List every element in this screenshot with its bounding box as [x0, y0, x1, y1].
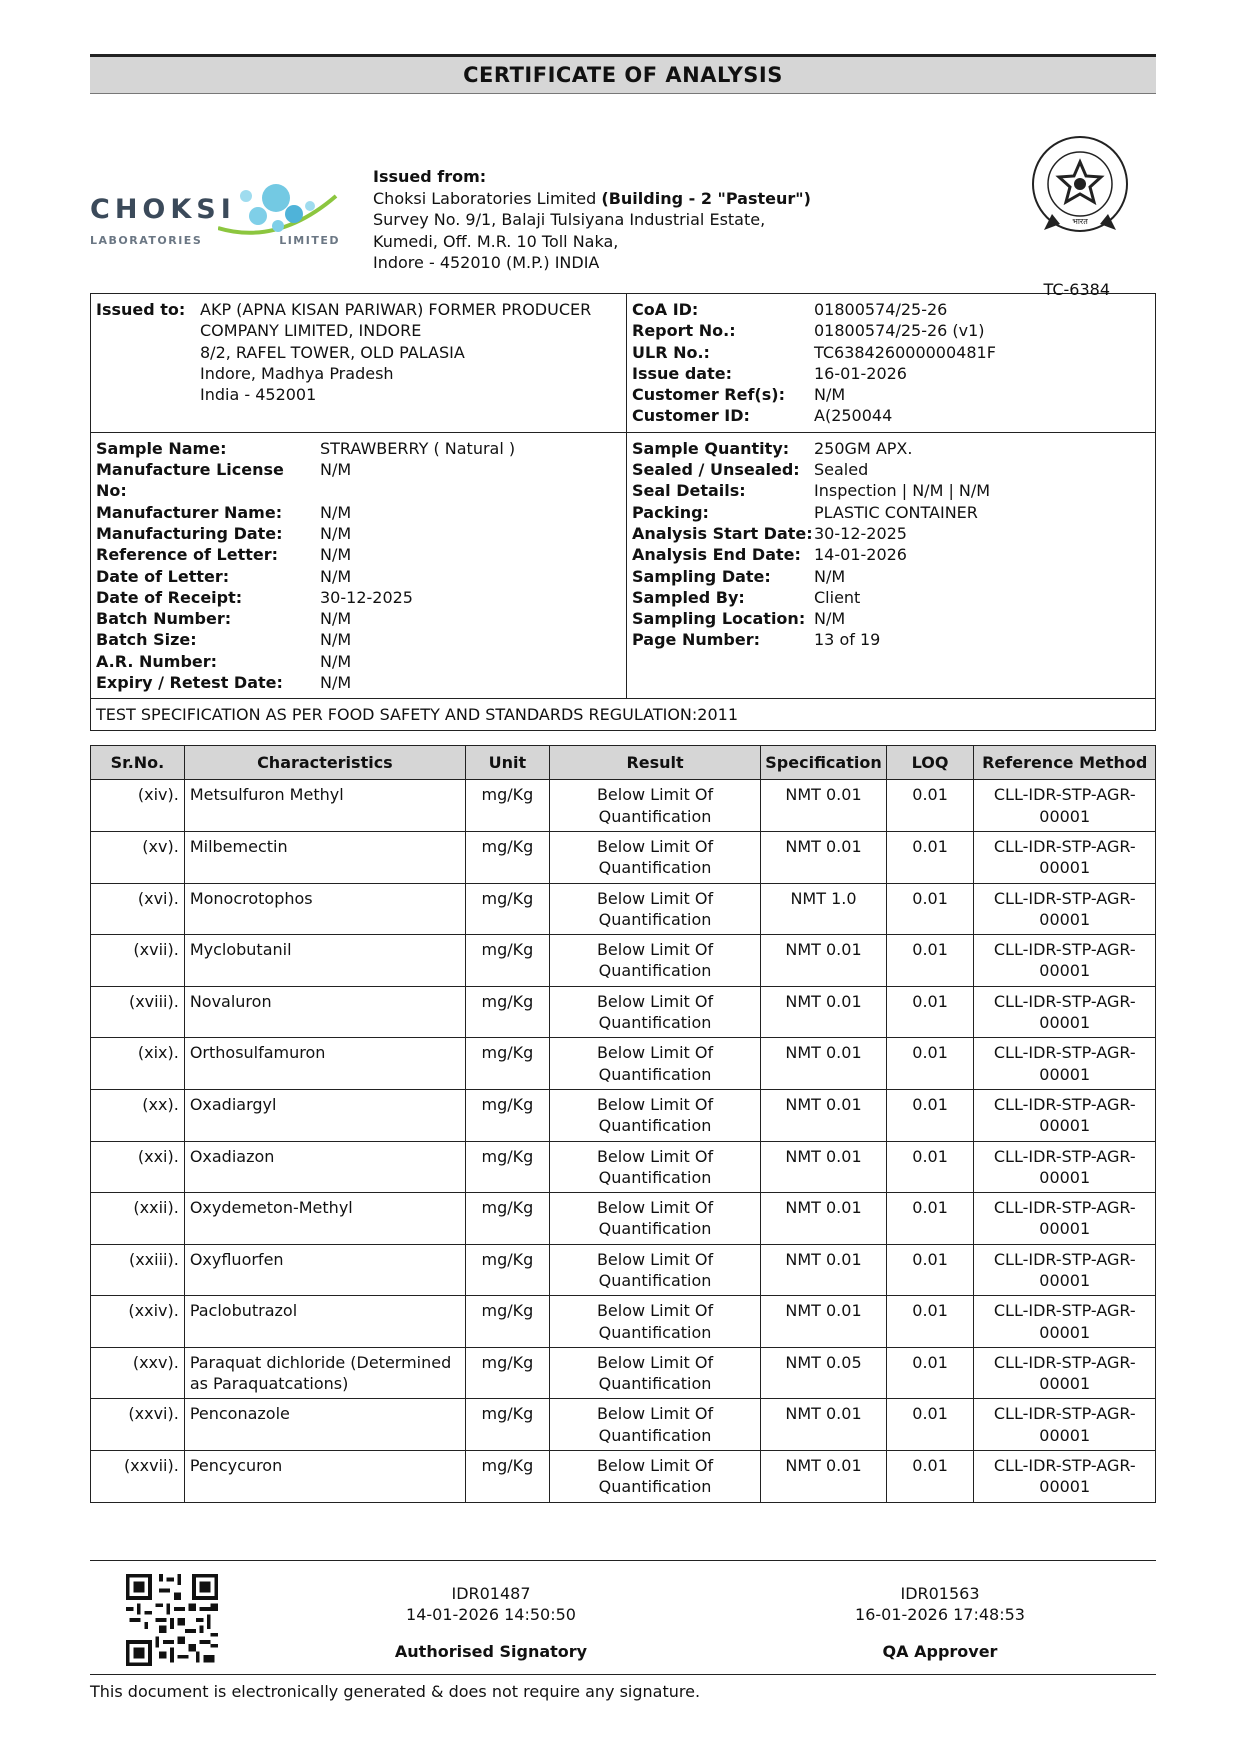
- field-label: Customer Ref(s):: [632, 385, 785, 405]
- field-value: N/M: [814, 566, 846, 586]
- serial-number-cell: (xx).: [91, 1089, 185, 1141]
- result-cell: Below Limit Of Quantification: [549, 1399, 760, 1451]
- column-header: Characteristics: [184, 746, 465, 780]
- loq-cell: 0.01: [886, 1244, 974, 1296]
- signatory-role: Authorised Signatory: [394, 1642, 588, 1661]
- signatory-id: IDR01563: [900, 1584, 980, 1603]
- loq-cell: 0.01: [886, 1193, 974, 1245]
- loq-cell: 0.01: [886, 780, 974, 832]
- field-value: N/M: [320, 502, 352, 522]
- field-value: N/M: [320, 609, 352, 629]
- report-id-row: [632, 342, 1150, 363]
- field-value: 16-01-2026: [814, 363, 907, 383]
- sample-row: [96, 672, 621, 693]
- sample-row: [96, 544, 621, 565]
- signatory-datetime: 16-01-2026 17:48:53: [855, 1605, 1025, 1624]
- result-cell: Below Limit Of Quantification: [549, 831, 760, 883]
- sample-details-left: [91, 433, 626, 699]
- unit-cell: mg/Kg: [465, 1296, 549, 1348]
- specification-cell: NMT 0.05: [761, 1347, 886, 1399]
- table-row: [91, 831, 1156, 883]
- loq-cell: 0.01: [886, 1038, 974, 1090]
- field-label: Manufacturing Date:: [96, 523, 283, 543]
- serial-number-cell: (xxiv).: [91, 1296, 185, 1348]
- characteristic-cell: Monocrotophos: [184, 883, 465, 935]
- table-row: [91, 1038, 1156, 1090]
- field-value: Inspection | N/M | N/M: [814, 481, 991, 501]
- table-row: [91, 1347, 1156, 1399]
- field-value: 01800574/25-26 (v1): [814, 321, 985, 341]
- sample-row: [632, 459, 1150, 480]
- logo-brand: CHOKSI: [90, 194, 236, 225]
- field-value: TC638426000000481F: [814, 342, 996, 362]
- footer-top-rule: [90, 1560, 1156, 1561]
- sample-row: [632, 587, 1150, 608]
- field-label: A.R. Number:: [96, 651, 218, 671]
- document-title: CERTIFICATE OF ANALYSIS: [90, 54, 1156, 94]
- issued-from-line4: Indore - 452010 (M.P.) INDIA: [373, 253, 600, 272]
- serial-number-cell: (xix).: [91, 1038, 185, 1090]
- loq-cell: 0.01: [886, 1296, 974, 1348]
- sample-row: [632, 523, 1150, 544]
- address-line: India - 452001: [200, 385, 317, 405]
- sample-row: [96, 438, 621, 459]
- reference-method-cell: CLL-IDR-STP-AGR-00001: [974, 883, 1156, 935]
- specification-cell: NMT 0.01: [761, 1193, 886, 1245]
- reference-method-cell: CLL-IDR-STP-AGR-00001: [974, 1244, 1156, 1296]
- characteristic-cell: Oxydemeton-Methyl: [184, 1193, 465, 1245]
- reference-method-cell: CLL-IDR-STP-AGR-00001: [974, 1038, 1156, 1090]
- specification-cell: NMT 0.01: [761, 1038, 886, 1090]
- table-row: [91, 1089, 1156, 1141]
- specification-cell: NMT 0.01: [761, 1089, 886, 1141]
- field-label: Packing:: [632, 502, 709, 522]
- column-header: Sr.No.: [91, 746, 185, 780]
- loq-cell: 0.01: [886, 1451, 974, 1503]
- serial-number-cell: (xxi).: [91, 1141, 185, 1193]
- table-row: [91, 935, 1156, 987]
- field-value: Client: [814, 587, 861, 607]
- unit-cell: mg/Kg: [465, 1451, 549, 1503]
- field-label: Sealed / Unsealed:: [632, 460, 800, 480]
- field-label: Batch Size:: [96, 630, 197, 650]
- field-label: Manufacture License No:: [96, 460, 284, 501]
- result-cell: Below Limit Of Quantification: [549, 1451, 760, 1503]
- table-row: [91, 883, 1156, 935]
- reference-method-cell: CLL-IDR-STP-AGR-00001: [974, 1089, 1156, 1141]
- unit-cell: mg/Kg: [465, 780, 549, 832]
- loq-cell: 0.01: [886, 1399, 974, 1451]
- field-label: Analysis Start Date:: [632, 523, 813, 543]
- serial-number-cell: (xxiii).: [91, 1244, 185, 1296]
- reference-method-cell: CLL-IDR-STP-AGR-00001: [974, 935, 1156, 987]
- loq-cell: 0.01: [886, 1347, 974, 1399]
- issued-to-box: [90, 293, 1156, 433]
- report-id-row: [632, 384, 1150, 405]
- serial-number-cell: (xxv).: [91, 1347, 185, 1399]
- table-row: [91, 1399, 1156, 1451]
- result-cell: Below Limit Of Quantification: [549, 1244, 760, 1296]
- field-label: Sampling Date:: [632, 566, 771, 586]
- loq-cell: 0.01: [886, 831, 974, 883]
- field-label: Expiry / Retest Date:: [96, 673, 283, 693]
- qa-approver-block: [790, 1583, 1090, 1662]
- address-line: Indore, Madhya Pradesh: [200, 363, 394, 383]
- field-label: ULR No.:: [632, 342, 710, 362]
- field-label: Manufacturer Name:: [96, 502, 283, 522]
- characteristic-cell: Paraquat dichloride (Determined as Paraquatcations): [184, 1347, 465, 1399]
- sample-row: [632, 480, 1150, 501]
- field-value: N/M: [814, 385, 846, 405]
- serial-number-cell: (xxvii).: [91, 1451, 185, 1503]
- sample-details-right: [626, 433, 1155, 699]
- issued-from-line1: [373, 188, 811, 210]
- authorised-signatory-block: [341, 1583, 641, 1662]
- characteristic-cell: Paclobutrazol: [184, 1296, 465, 1348]
- result-cell: Below Limit Of Quantification: [549, 1038, 760, 1090]
- unit-cell: mg/Kg: [465, 1399, 549, 1451]
- field-value: 30-12-2025: [814, 523, 907, 543]
- serial-number-cell: (xv).: [91, 831, 185, 883]
- sample-row: [96, 502, 621, 523]
- field-label: Analysis End Date:: [632, 545, 801, 565]
- field-value: STRAWBERRY ( Natural ): [320, 438, 516, 458]
- field-value: 250GM APX.: [814, 438, 913, 458]
- table-row: [91, 986, 1156, 1038]
- serial-number-cell: (xiv).: [91, 780, 185, 832]
- result-cell: Below Limit Of Quantification: [549, 1141, 760, 1193]
- reference-method-cell: CLL-IDR-STP-AGR-00001: [974, 1296, 1156, 1348]
- footer-bottom-rule: [90, 1674, 1156, 1675]
- specification-cell: NMT 0.01: [761, 986, 886, 1038]
- loq-cell: 0.01: [886, 883, 974, 935]
- field-value: A(250044: [814, 406, 893, 426]
- specification-cell: NMT 0.01: [761, 1451, 886, 1503]
- results-table: [90, 745, 1156, 1502]
- table-row: [91, 1451, 1156, 1503]
- field-value: 30-12-2025: [320, 587, 413, 607]
- field-label: Sampling Location:: [632, 609, 806, 629]
- result-cell: Below Limit Of Quantification: [549, 883, 760, 935]
- field-value: N/M: [320, 545, 352, 565]
- address-line: 8/2, RAFEL TOWER, OLD PALASIA: [200, 342, 465, 362]
- specification-cell: NMT 0.01: [761, 831, 886, 883]
- logo-sub-left: LABORATORIES: [90, 234, 203, 247]
- issued-to-row: [96, 299, 621, 405]
- address-line: AKP (APNA KISAN PARIWAR) FORMER PRODUCER: [200, 300, 592, 319]
- signatory-datetime: 14-01-2026 14:50:50: [406, 1605, 576, 1624]
- characteristic-cell: Pencycuron: [184, 1451, 465, 1503]
- unit-cell: mg/Kg: [465, 1141, 549, 1193]
- result-cell: Below Limit Of Quantification: [549, 1347, 760, 1399]
- reference-method-cell: CLL-IDR-STP-AGR-00001: [974, 1141, 1156, 1193]
- unit-cell: mg/Kg: [465, 935, 549, 987]
- field-value: N/M: [320, 651, 352, 671]
- unit-cell: mg/Kg: [465, 883, 549, 935]
- sample-row: [632, 502, 1150, 523]
- unit-cell: mg/Kg: [465, 1089, 549, 1141]
- specification-cell: NMT 0.01: [761, 1141, 886, 1193]
- report-id-section: [626, 294, 1155, 432]
- characteristic-cell: Orthosulfamuron: [184, 1038, 465, 1090]
- logo-subtitle: [90, 234, 340, 247]
- sample-row: [96, 459, 621, 502]
- issued-from-line3: Kumedi, Off. M.R. 10 Toll Naka,: [373, 231, 619, 251]
- serial-number-cell: (xviii).: [91, 986, 185, 1038]
- disclaimer: This document is electronically generated & does not require any signature.: [90, 1682, 701, 1701]
- unit-cell: mg/Kg: [465, 831, 549, 883]
- loq-cell: 0.01: [886, 935, 974, 987]
- specification-cell: NMT 0.01: [761, 935, 886, 987]
- report-id-row: [632, 363, 1150, 384]
- field-value: Sealed: [814, 460, 869, 480]
- field-value: N/M: [320, 523, 352, 543]
- column-header: LOQ: [886, 746, 974, 780]
- loq-cell: 0.01: [886, 1141, 974, 1193]
- field-label: Batch Number:: [96, 609, 232, 629]
- reference-method-cell: CLL-IDR-STP-AGR-00001: [974, 986, 1156, 1038]
- characteristic-cell: Oxadiazon: [184, 1141, 465, 1193]
- field-label: CoA ID:: [632, 300, 699, 319]
- field-value: N/M: [814, 609, 846, 629]
- field-label: Date of Receipt:: [96, 587, 243, 607]
- result-cell: Below Limit Of Quantification: [549, 1193, 760, 1245]
- table-header-row: [91, 746, 1156, 780]
- column-header: Result: [549, 746, 760, 780]
- report-id-row: [632, 299, 1150, 320]
- characteristic-cell: Penconazole: [184, 1399, 465, 1451]
- unit-cell: mg/Kg: [465, 1244, 549, 1296]
- company-logo: [90, 176, 340, 256]
- sample-row: [96, 566, 621, 587]
- qr-code-icon: [126, 1574, 218, 1666]
- sample-row: [632, 566, 1150, 587]
- sample-row: [96, 587, 621, 608]
- issued-to-label: Issued to:: [96, 300, 186, 319]
- sample-row: [632, 608, 1150, 629]
- table-row: [91, 780, 1156, 832]
- header: [90, 94, 1156, 299]
- characteristic-cell: Myclobutanil: [184, 935, 465, 987]
- sample-row: [96, 629, 621, 650]
- result-cell: Below Limit Of Quantification: [549, 935, 760, 987]
- issued-from-line2: Survey No. 9/1, Balaji Tulsiyana Industrial Estate,: [373, 210, 766, 229]
- reference-method-cell: CLL-IDR-STP-AGR-00001: [974, 1347, 1156, 1399]
- lab-name: Choksi Laboratories Limited: [373, 188, 602, 208]
- results-body: [91, 780, 1156, 1502]
- result-cell: Below Limit Of Quantification: [549, 780, 760, 832]
- issued-to-section: [91, 294, 626, 432]
- loq-cell: 0.01: [886, 1089, 974, 1141]
- serial-number-cell: (xxvi).: [91, 1399, 185, 1451]
- field-label: Date of Letter:: [96, 566, 230, 586]
- column-header: Unit: [465, 746, 549, 780]
- field-label: Sample Quantity:: [632, 438, 790, 458]
- column-header: Reference Method: [974, 746, 1156, 780]
- certificate-page: [90, 54, 1156, 1503]
- sample-row: [96, 608, 621, 629]
- specification-cell: NMT 0.01: [761, 780, 886, 832]
- issued-from-label: Issued from:: [373, 167, 487, 186]
- report-id-row: [632, 405, 1150, 426]
- field-label: Reference of Letter:: [96, 545, 279, 565]
- accreditation-seal-icon: [1030, 134, 1130, 234]
- sample-row: [632, 544, 1150, 565]
- field-value: N/M: [320, 630, 352, 650]
- result-cell: Below Limit Of Quantification: [549, 986, 760, 1038]
- reference-method-cell: CLL-IDR-STP-AGR-00001: [974, 780, 1156, 832]
- characteristic-cell: Metsulfuron Methyl: [184, 780, 465, 832]
- address-line: COMPANY LIMITED, INDORE: [200, 321, 422, 341]
- field-value: 01800574/25-26: [814, 300, 948, 319]
- characteristic-cell: Oxyfluorfen: [184, 1244, 465, 1296]
- test-specification: TEST SPECIFICATION AS PER FOOD SAFETY AND STANDARDS REGULATION:2011: [90, 699, 1156, 731]
- table-row: [91, 1244, 1156, 1296]
- field-label: Page Number:: [632, 630, 761, 650]
- sample-row: [96, 651, 621, 672]
- characteristic-cell: Novaluron: [184, 986, 465, 1038]
- signatory-id: IDR01487: [451, 1584, 531, 1603]
- reference-method-cell: CLL-IDR-STP-AGR-00001: [974, 831, 1156, 883]
- reference-method-cell: CLL-IDR-STP-AGR-00001: [974, 1399, 1156, 1451]
- reference-method-cell: CLL-IDR-STP-AGR-00001: [974, 1451, 1156, 1503]
- field-value: N/M: [320, 566, 352, 586]
- field-label: Sample Name:: [96, 438, 227, 458]
- lab-building: (Building - 2 "Pasteur"): [601, 188, 811, 208]
- characteristic-cell: Milbemectin: [184, 831, 465, 883]
- field-value: N/M: [320, 673, 352, 693]
- reference-method-cell: CLL-IDR-STP-AGR-00001: [974, 1193, 1156, 1245]
- sample-details-box: [90, 433, 1156, 700]
- specification-cell: NMT 1.0: [761, 883, 886, 935]
- field-value: 13 of 19: [814, 630, 881, 650]
- serial-number-cell: (xxii).: [91, 1193, 185, 1245]
- issued-to-address: [200, 299, 621, 405]
- field-label: Customer ID:: [632, 406, 750, 426]
- characteristic-cell: Oxadiargyl: [184, 1089, 465, 1141]
- specification-cell: NMT 0.01: [761, 1244, 886, 1296]
- accreditation-code: TC-6384: [1043, 280, 1110, 299]
- field-label: Report No.:: [632, 321, 736, 341]
- result-cell: Below Limit Of Quantification: [549, 1296, 760, 1348]
- table-row: [91, 1296, 1156, 1348]
- unit-cell: mg/Kg: [465, 986, 549, 1038]
- unit-cell: mg/Kg: [465, 1193, 549, 1245]
- sample-row: [632, 629, 1150, 650]
- field-value: PLASTIC CONTAINER: [814, 502, 978, 522]
- seal-text: भारत: [1072, 217, 1088, 226]
- unit-cell: mg/Kg: [465, 1038, 549, 1090]
- report-id-row: [632, 320, 1150, 341]
- serial-number-cell: (xvi).: [91, 883, 185, 935]
- specification-cell: NMT 0.01: [761, 1296, 886, 1348]
- sample-row: [96, 523, 621, 544]
- signatory-role: QA Approver: [882, 1642, 998, 1661]
- field-value: 14-01-2026: [814, 545, 907, 565]
- serial-number-cell: (xvii).: [91, 935, 185, 987]
- field-value: N/M: [320, 460, 352, 480]
- result-cell: Below Limit Of Quantification: [549, 1089, 760, 1141]
- field-label: Seal Details:: [632, 481, 746, 501]
- loq-cell: 0.01: [886, 986, 974, 1038]
- table-row: [91, 1141, 1156, 1193]
- table-row: [91, 1193, 1156, 1245]
- field-label: Issue date:: [632, 363, 732, 383]
- specification-cell: NMT 0.01: [761, 1399, 886, 1451]
- issued-from-block: [373, 166, 811, 274]
- column-header: Specification: [761, 746, 886, 780]
- logo-sub-right: LIMITED: [279, 234, 340, 247]
- field-label: Sampled By:: [632, 587, 745, 607]
- unit-cell: mg/Kg: [465, 1347, 549, 1399]
- sample-row: [632, 438, 1150, 459]
